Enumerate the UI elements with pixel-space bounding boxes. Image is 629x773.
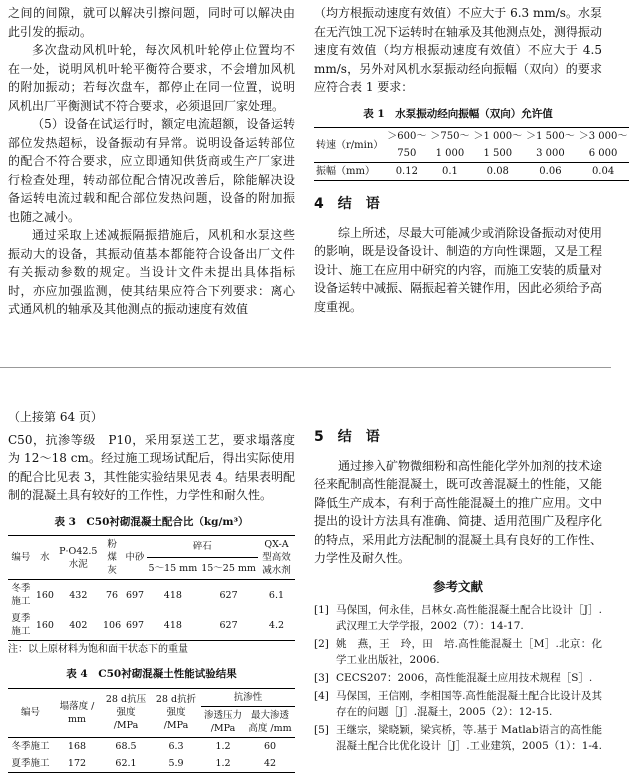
table-cell: 627 bbox=[219, 619, 238, 631]
paragraph: 综上所述，尽最大可能减少或消除设备振动对使用的影响，既是设备设计、制造的方向性课题，又是工程设计、施工在应用中研究的内容，而施工安装的质量对设备运转中减振、隔振起着关键作用，因此必须给予高度重视。 bbox=[314, 225, 603, 314]
table-cell: 402 bbox=[69, 619, 88, 631]
table-header: 最大渗透高度 /mm bbox=[248, 709, 292, 734]
table-header: 15～25 mm bbox=[201, 563, 256, 574]
table3 bbox=[8, 535, 295, 641]
paragraph: 通过掺入矿物微细粉和高性能化学外加剂的技术途径来配制高性能混凝土，既可改善混凝土的性能，又能降低生产成本，有利于高性能混凝土的推广应用。文中提出的设计方法具有准确、简捷、适用范围广及程序化的特点，采用此方法配制的混凝土具有良好的工作性、力学性及耐久性。 bbox=[314, 458, 603, 565]
paragraph: 多次盘动风机叶轮，每次风机叶轮停止位置均不在一处，说明风机叶轮平衡符合要求，不会增加风机的附加振动；若每次盘车，都停止在同一位置，说明风机出厂平衡测试不符合要求，必须退回厂家处理。 bbox=[8, 43, 295, 113]
table-cell: 750 bbox=[397, 148, 417, 159]
reference-text: 马保国，王信刚，李相国等.高性能混凝土配合比设计及其存在的问题［J］.混凝土，2005（2）：12-15. bbox=[336, 690, 602, 718]
reference-number: [1] bbox=[314, 604, 329, 616]
table-cell: 6 000 bbox=[588, 148, 618, 159]
table-header: 渗透压力 /MPa bbox=[203, 709, 242, 734]
reference-number: [3] bbox=[314, 672, 329, 684]
table-cell: 夏季施工 bbox=[11, 757, 50, 769]
table-header: 转速（r/min） bbox=[314, 128, 385, 163]
table-cell: ＞3 000～ bbox=[578, 131, 628, 142]
table-cell: 106 bbox=[103, 619, 122, 631]
table-cell: 6.3 bbox=[168, 740, 184, 752]
table-header: 中砂 bbox=[124, 536, 147, 580]
table-cell: 172 bbox=[67, 757, 87, 769]
reference-text: 王继宗，梁晓颖，梁宾桥，等.基于 Matlab语言的高性能混凝土配合比优化设计［J］.工业建筑，2005（1）：1-4. bbox=[336, 724, 602, 752]
table-cell: 68.5 bbox=[115, 740, 137, 752]
table-cell: 42 bbox=[263, 757, 277, 769]
reference-text: CECS207：2006，高性能混凝土应用技术规程［S］. bbox=[336, 672, 593, 684]
table-cell: 160 bbox=[35, 619, 54, 631]
table-cell: 160 bbox=[35, 589, 54, 601]
table-cell: 夏季施工 bbox=[11, 613, 31, 637]
table-cell: 1 500 bbox=[483, 148, 513, 159]
table1-caption: 表 1 水泵振动经向振幅（双向）允许值 bbox=[363, 107, 553, 120]
table-cell: 0.04 bbox=[591, 166, 615, 177]
table-cell: 418 bbox=[163, 619, 182, 631]
table-cell: 0.12 bbox=[395, 166, 418, 177]
table-cell: 冬季施工 bbox=[11, 740, 50, 752]
table3-caption: 表 3 C50衬砌混凝土配合比（kg/m³） bbox=[54, 515, 249, 528]
table4 bbox=[8, 688, 295, 773]
table-cell: 0.1 bbox=[441, 166, 458, 177]
table-cell: 1.2 bbox=[215, 740, 231, 752]
table-header: 塌落度 / mm bbox=[53, 688, 101, 737]
reference-number: [4] bbox=[314, 690, 329, 702]
table-cell: 697 bbox=[125, 589, 145, 601]
paragraph: C50，抗渗等级 P10，采用泵送工艺，要求塌落度为 12～18 cm。经过施工现场试配后，得出实际使用的配合比见表 3，其性能实验结果见表 4。结果表明配制的混凝土具有较好的工作性，力学性和耐久性。 bbox=[8, 432, 295, 502]
reference-list bbox=[314, 602, 602, 754]
table-note: 注：以上原材料为饱和面干状态下的重量 bbox=[8, 644, 188, 655]
table-header: 粉煤灰 bbox=[101, 536, 124, 580]
references-heading: 参考文献 bbox=[432, 578, 483, 594]
reference-text: 马保国，何永佳，吕林女.高性能混凝土配合比设计［J］.武汉理工大学学报，2002（7）：14-17. bbox=[336, 604, 602, 632]
table-cell: 4.2 bbox=[268, 619, 285, 631]
table-header: 编号 bbox=[8, 536, 34, 580]
table-cell: 168 bbox=[67, 740, 87, 752]
table-cell: 冬季施工 bbox=[11, 583, 31, 607]
reference-item bbox=[314, 688, 602, 720]
reference-item bbox=[314, 602, 602, 634]
table-cell: 1 000 bbox=[435, 148, 465, 159]
page-divider bbox=[0, 367, 611, 368]
paragraph: 通过采取上述减振隔振措施后，风机和水泵这些振动大的设备，其振动值基本都能符合设备出厂文件有关振动参数的规定。当设计文件未提出具体指标时，亦应加强监测，使其结果应符合下列要求：离心式通风机的轴承及其他测点的振动速度有效值 bbox=[8, 228, 295, 316]
table1 bbox=[314, 127, 629, 181]
top-left-column bbox=[8, 4, 295, 319]
table-cell: 432 bbox=[69, 589, 88, 601]
table-cell: 60 bbox=[263, 740, 277, 752]
continuation-note: （上接第 64 页） bbox=[8, 410, 103, 424]
table-header: 5～15 mm bbox=[148, 563, 198, 574]
paragraph: （均方根振动速度有效值）不应大于 6.3 mm/s。水泵在无汽蚀工况下运转时在轴承及其他测点处，测得振动速度有效值（均方根振动速度有效值）不应大于 4.5 mm/s，另外对风机水泵振动经向振幅（双向）的要求应符合表 1 要求： bbox=[314, 6, 603, 94]
reference-item bbox=[314, 670, 602, 686]
section-heading: 4 结 语 bbox=[314, 196, 380, 212]
reference-item bbox=[314, 636, 602, 668]
table-header: 编号 bbox=[8, 688, 53, 737]
table-cell: 0.08 bbox=[486, 166, 509, 177]
reference-text: 姚 燕，王 玲，田 培.高性能混凝土［M］.北京：化学工业出版社，2006. bbox=[336, 638, 602, 666]
table-header: 抗渗性 bbox=[201, 688, 295, 706]
table-cell: 76 bbox=[106, 589, 119, 601]
paragraph: 之间的间隙，就可以解决引擦问题，同时可以解决由此引发的振动。 bbox=[8, 6, 295, 39]
table-cell: 1.2 bbox=[215, 757, 231, 769]
table-cell: 62.1 bbox=[115, 757, 137, 769]
table-header: 水 bbox=[34, 536, 56, 580]
table-header: 28 d抗折强度 /MPa bbox=[151, 688, 201, 737]
table-cell: 6.1 bbox=[268, 589, 285, 601]
table-cell: ＞600～ bbox=[387, 131, 427, 142]
table4-caption: 表 4 C50衬砌混凝土性能试验结果 bbox=[66, 668, 237, 680]
reference-number: [2] bbox=[314, 638, 329, 650]
reference-number: [5] bbox=[314, 724, 329, 736]
table-cell: ＞1 500～ bbox=[526, 131, 575, 142]
table-cell: ＞750～ bbox=[430, 131, 470, 142]
table-header: P·O42.5 水泥 bbox=[56, 536, 101, 580]
table-header: 碎石 bbox=[147, 536, 258, 558]
table-header: 28 d抗压强度 /MPa bbox=[101, 688, 151, 737]
table-cell: ＞1 000～ bbox=[473, 131, 523, 142]
table-header: QX-A型高效减水剂 bbox=[258, 536, 295, 580]
table-header: 振幅（mm） bbox=[316, 166, 375, 177]
bottom-left-column bbox=[8, 402, 295, 773]
table-cell: 0.06 bbox=[539, 166, 562, 177]
table-cell: 697 bbox=[125, 619, 145, 631]
table-cell: 418 bbox=[163, 589, 182, 601]
table-cell: 5.9 bbox=[168, 757, 184, 769]
reference-item bbox=[314, 722, 602, 754]
table-cell: 627 bbox=[219, 589, 238, 601]
table-cell: 3 000 bbox=[536, 148, 565, 159]
bottom-right-column bbox=[314, 420, 602, 756]
section-heading: 5 结 语 bbox=[314, 429, 380, 445]
paragraph: （5）设备在试运行时，额定电流超额，设备运转部位发热超标，设备振动有异常。说明设备运转部位的配合不符合要求，应立即通知供货商或生产厂家进行检查处理，转动部位配合情况改善后，除能解决设备运转电流过载和配合部位发热问题，设备的附加振也随之减小。 bbox=[8, 117, 295, 224]
top-right-column bbox=[314, 4, 628, 316]
